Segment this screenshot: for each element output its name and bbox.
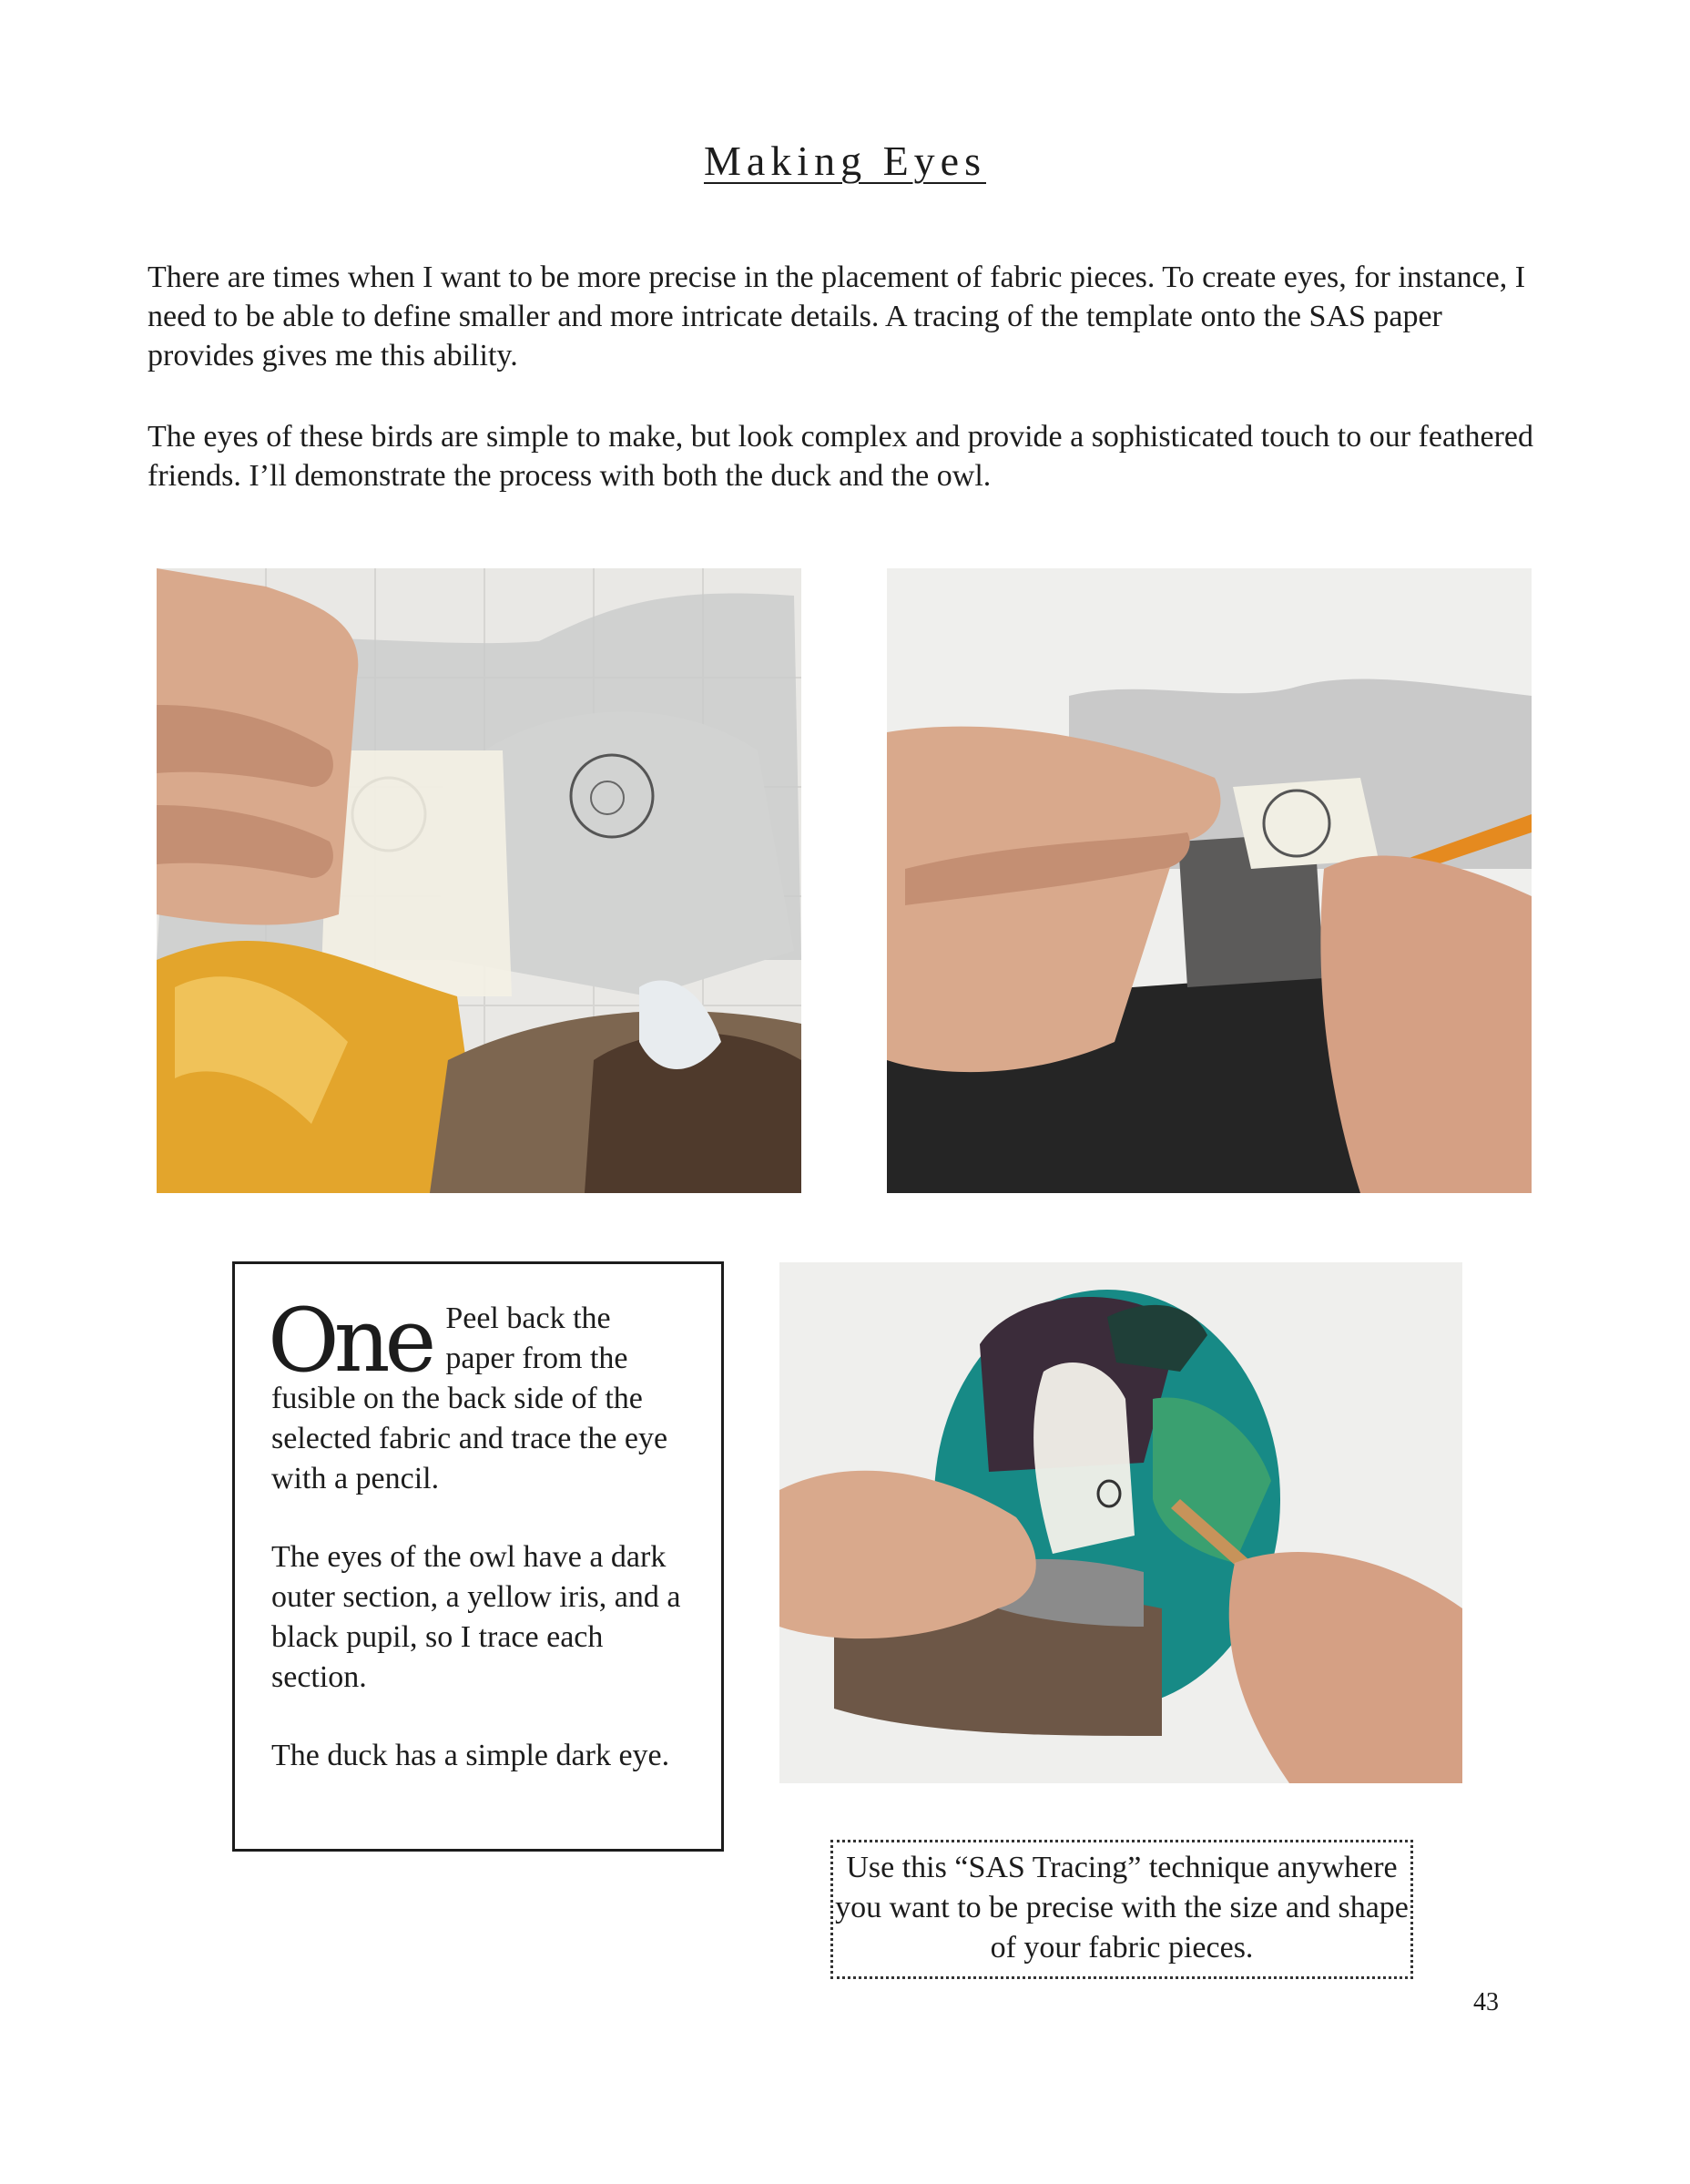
step-one-box <box>232 1261 724 1852</box>
photo-trace-duck-eye-image <box>779 1262 1462 1783</box>
photo-trace-owl-eye <box>887 568 1532 1193</box>
intro-paragraph-1: There are times when I want to be more precise in the placement of fabric pieces. To create eyes, for instance, I need to be able to define smaller and more intricate details. A tracing of the template onto the SAS paper provides gives me this ability. <box>148 260 1526 373</box>
photo-peel-fabric <box>157 568 801 1193</box>
tip-box: Use this “SAS Tracing” technique anywhere you want to be precise with the size and shape of your fabric pieces. <box>830 1840 1413 1979</box>
page-number: 43 <box>1473 1988 1499 2016</box>
intro-paragraph-2: The eyes of these birds are simple to make, but look complex and provide a sophisticated touch to our feathered friends. I’ll demonstrate the process with both the duck and the owl. <box>148 420 1533 493</box>
step-text-3: The duck has a simple dark eye. <box>271 1739 670 1772</box>
page-title: Making Eyes <box>703 138 986 184</box>
step-text-2: The eyes of the owl have a dark outer section, a yellow iris, and a black pupil, so I trace each section. <box>271 1540 681 1694</box>
step-number: One <box>268 1290 432 1392</box>
photo-peel-fabric-image <box>157 568 801 1193</box>
step-text-1: Peel back the paper from the fusible on the back side of the selected fabric and trace the eye with a pencil. <box>271 1301 668 1495</box>
photo-trace-duck-eye <box>779 1262 1462 1783</box>
photo-trace-owl-eye-image <box>887 568 1532 1193</box>
